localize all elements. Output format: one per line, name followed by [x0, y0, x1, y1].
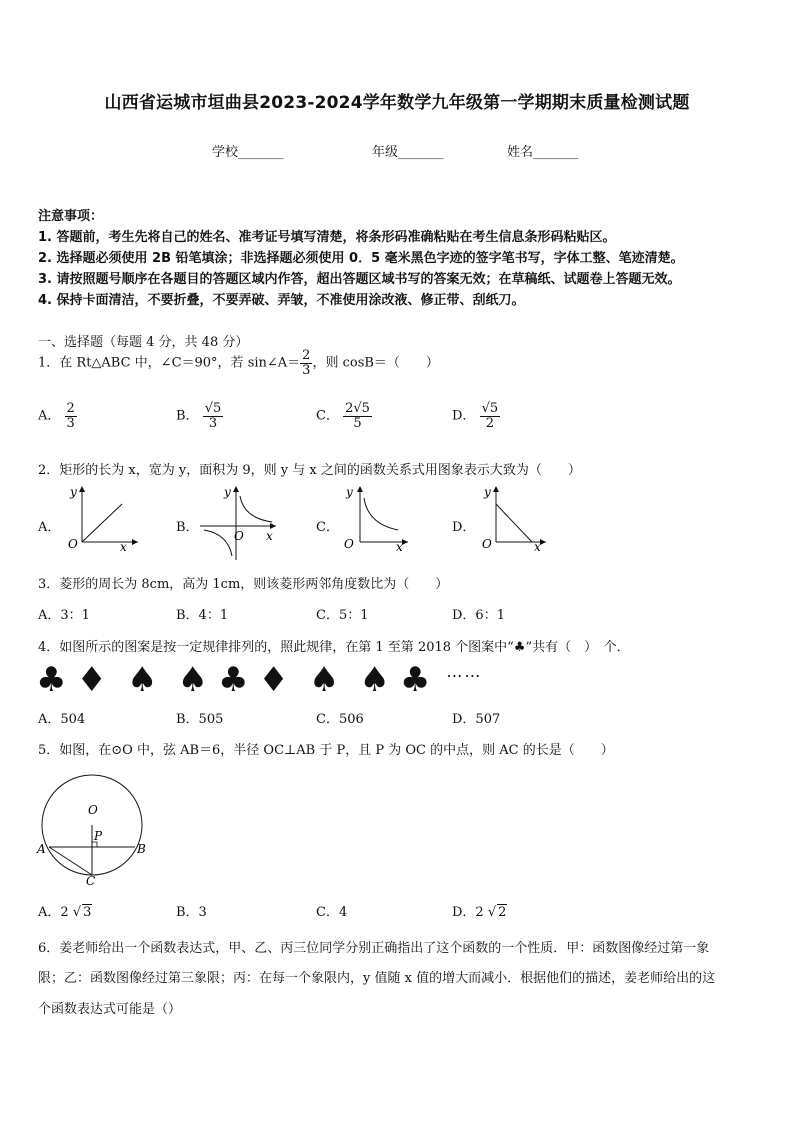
q5-option-c[interactable]: C．4	[316, 905, 348, 920]
q2-option-d[interactable]: D．	[452, 520, 476, 535]
question-6-line: 限；乙：函数图像经过第三象限；丙：在每一个象限内，y 值随 x 值的增大而减小．根据他们的描述，姜老师给出的这	[38, 971, 716, 986]
svg-text:O: O	[482, 537, 492, 551]
spade-icon: ♠	[126, 660, 160, 700]
notes-heading: 注意事项：	[38, 209, 104, 224]
svg-text:B: B	[137, 842, 146, 856]
svg-text:y: y	[224, 485, 231, 499]
q2-graph-c	[336, 482, 412, 554]
svg-text:P: P	[94, 829, 103, 843]
svg-text:A: A	[37, 842, 46, 856]
ellipsis: ……	[446, 662, 483, 681]
question-3-stem: 3．菱形的周长为 8cm，高为 1cm，则该菱形两邻角度数比为（ ）	[38, 577, 449, 592]
svg-text:O: O	[234, 529, 244, 543]
svg-text:y: y	[70, 485, 77, 499]
q4-option-a[interactable]: A．504	[38, 712, 86, 727]
svg-text:x: x	[396, 540, 403, 554]
q1-option-c[interactable]: C． $\frac{2√5}{5}$	[316, 401, 370, 431]
page-title: 山西省运城市垣曲县2023-2024学年数学九年级第一学期期末质量检测试题	[104, 93, 690, 113]
name-field[interactable]: 姓名_______	[507, 145, 579, 160]
question-4-stem: 4．如图所示的图案是按一定规律排列的，照此规律，在第 1 至第 2018 个图案中“♣”共有（ ） 个．	[38, 640, 630, 655]
circle-diagram	[34, 768, 154, 886]
q4-option-b[interactable]: B．505	[176, 712, 224, 727]
grade-field[interactable]: 年级_______	[372, 145, 444, 160]
spade-icon: ♠	[177, 660, 210, 700]
q5-option-d[interactable]: D．2 √ 2	[452, 905, 507, 920]
note-item: 1. 答题前，考生先将自己的姓名、准考证号填写清楚，将条形码准确粘贴在考生信息条形码粘贴区。	[38, 230, 616, 245]
q5-option-b[interactable]: B．3	[176, 905, 207, 920]
q3-option-c[interactable]: C．5：1	[316, 608, 369, 623]
suit-pattern	[36, 660, 490, 700]
club-icon: ♣	[36, 660, 69, 700]
q1-option-a[interactable]: A． $\frac{2}{3}$	[38, 401, 75, 431]
section-heading: 一、选择题（每题 4 分，共 48 分）	[38, 335, 249, 350]
note-item: 3. 请按照题号顺序在各题目的答题区域内作答，超出答题区域书写的答案无效；在草稿纸、试题卷上答题无效。	[38, 272, 681, 287]
q1-option-d[interactable]: D． $\frac{√5}{2}$	[452, 401, 499, 431]
q4-option-c[interactable]: C．506	[316, 712, 364, 727]
question-1-stem: 1．在 Rt△ABC 中，∠C＝90°，若 sin∠A＝ $\frac{2}{3}$ ，则 cosB＝（ ）	[38, 348, 439, 378]
q4-option-d[interactable]: D．507	[452, 712, 501, 727]
club-icon: ♣	[399, 660, 433, 700]
question-6-line: 个函数表达式可能是（）	[38, 1002, 182, 1017]
question-5-stem: 5．如图，在⊙O 中，弦 AB＝6，半径 OC⊥AB 于 P，且 P 为 OC 的中点，则 AC 的长是（ ）	[38, 743, 614, 758]
note-item: 4. 保持卡面清洁，不要折叠，不要弄破、弄皱，不准使用涂改液、修正带、刮纸刀。	[38, 293, 525, 308]
svg-text:x: x	[120, 540, 127, 554]
svg-text:x: x	[534, 540, 541, 554]
svg-text:O: O	[344, 537, 354, 551]
school-field[interactable]: 学校_______	[212, 145, 284, 160]
q2-graph-d	[474, 482, 550, 554]
svg-text:x: x	[266, 529, 273, 543]
svg-text:y: y	[484, 485, 491, 499]
svg-text:y: y	[346, 485, 353, 499]
diamond-icon: ♦	[258, 660, 291, 700]
note-item: 2. 选择题必须使用 2B 铅笔填涂；非选择题必须使用 0．5 毫米黑色字迹的签字笔书写，字体工整、笔迹清楚。	[38, 251, 684, 266]
spade-icon: ♠	[308, 660, 342, 700]
q3-option-b[interactable]: B．4：1	[176, 608, 229, 623]
club-icon: ♣	[217, 660, 251, 700]
q2-graph-b	[196, 482, 280, 562]
svg-text:O: O	[88, 803, 98, 817]
q1-option-b[interactable]: B． $\frac{√5}{3}$	[176, 401, 222, 431]
q3-option-a[interactable]: A．3：1	[38, 608, 90, 623]
diamond-icon: ♦	[76, 660, 109, 700]
fraction: $\frac{2}{3}$	[302, 348, 311, 378]
q3-option-d[interactable]: D．6：1	[452, 608, 505, 623]
q2-graph-a	[60, 482, 140, 554]
q2-option-c[interactable]: C．	[316, 520, 339, 535]
q2-option-a[interactable]: A．	[38, 520, 61, 535]
question-2-stem: 2．矩形的长为 x，宽为 y，面积为 9，则 y 与 x 之间的函数关系式用图象表示大致为（ ）	[38, 463, 581, 478]
question-6-line: 6．姜老师给出一个函数表达式，甲、乙、丙三位同学分别正确指出了这个函数的一个性质．甲：函数图像经过第一象	[38, 941, 710, 956]
svg-text:C: C	[86, 874, 96, 886]
spade-icon: ♠	[359, 660, 392, 700]
svg-text:O: O	[68, 537, 78, 551]
q5-option-a[interactable]: A．2 √ 3	[38, 905, 92, 920]
q2-option-b[interactable]: B．	[176, 520, 199, 535]
